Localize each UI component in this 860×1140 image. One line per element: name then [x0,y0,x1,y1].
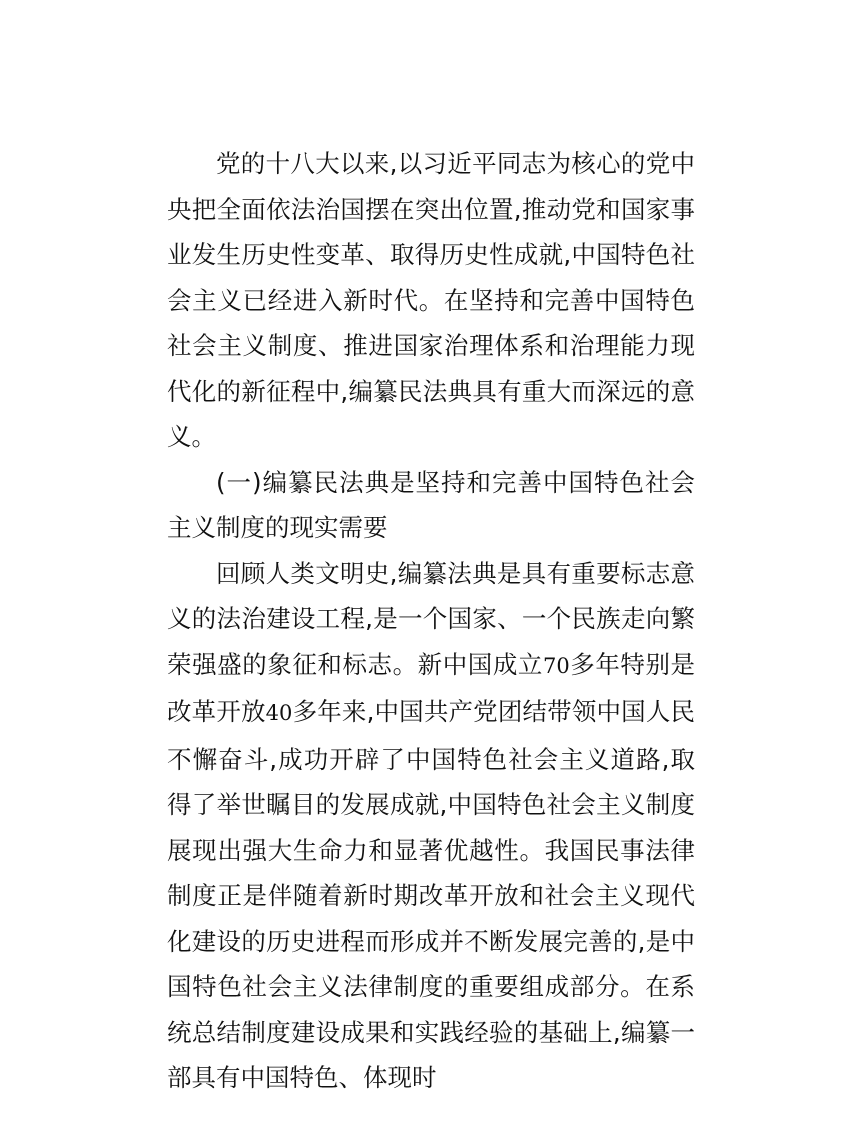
number-forty: 40 [265,701,293,725]
document-body [167,141,695,1101]
paragraph-body-text-3: 多年来,中国共产党团结带领中国人民不懈奋斗,成功开辟了中国特色社会主义道路,取得了举世瞩目的发展成就,中国特色社会主义制度展现出强大生命力和显著优越性。我国民事法律制度正是伴随着新时期改革开放和社会主义现代化建设的历史进程而形成并不断发展完善的,是中国特色社会主义法律制度的重要组成部分。在系统总结制度建设成果和实践经验的基础上,编纂一部具有中国特色、体现时 [167,697,696,1092]
paragraph-intro-text: 党的十八大以来,以习近平同志为核心的党中央把全面依法治国摆在突出位置,推动党和国家事业发生历史性变革、取得历史性成就,中国特色社会主义已经进入新时代。在坚持和完善中国特色社会主义制度、推进国家治理体系和治理能力现代化的新征程中,编纂民法典具有重大而深远的意义。 [167,149,695,451]
number-seventy: 70 [542,653,570,678]
paragraph-body [167,551,695,1101]
paragraph-body-text-2: 多年特别是改革开放 [167,649,696,726]
section-heading-text: (一)编纂民法典是坚持和完善中国特色社会主义制度的现实需要 [167,467,695,542]
section-heading [167,460,695,551]
paragraph-intro [167,141,695,460]
paragraph-body-text-1: 回顾人类文明史,编纂法典是具有重要标志意义的法治建设工程,是一个国家、一个民族走向繁荣强盛的象征和标志。新中国成立 [167,558,695,679]
